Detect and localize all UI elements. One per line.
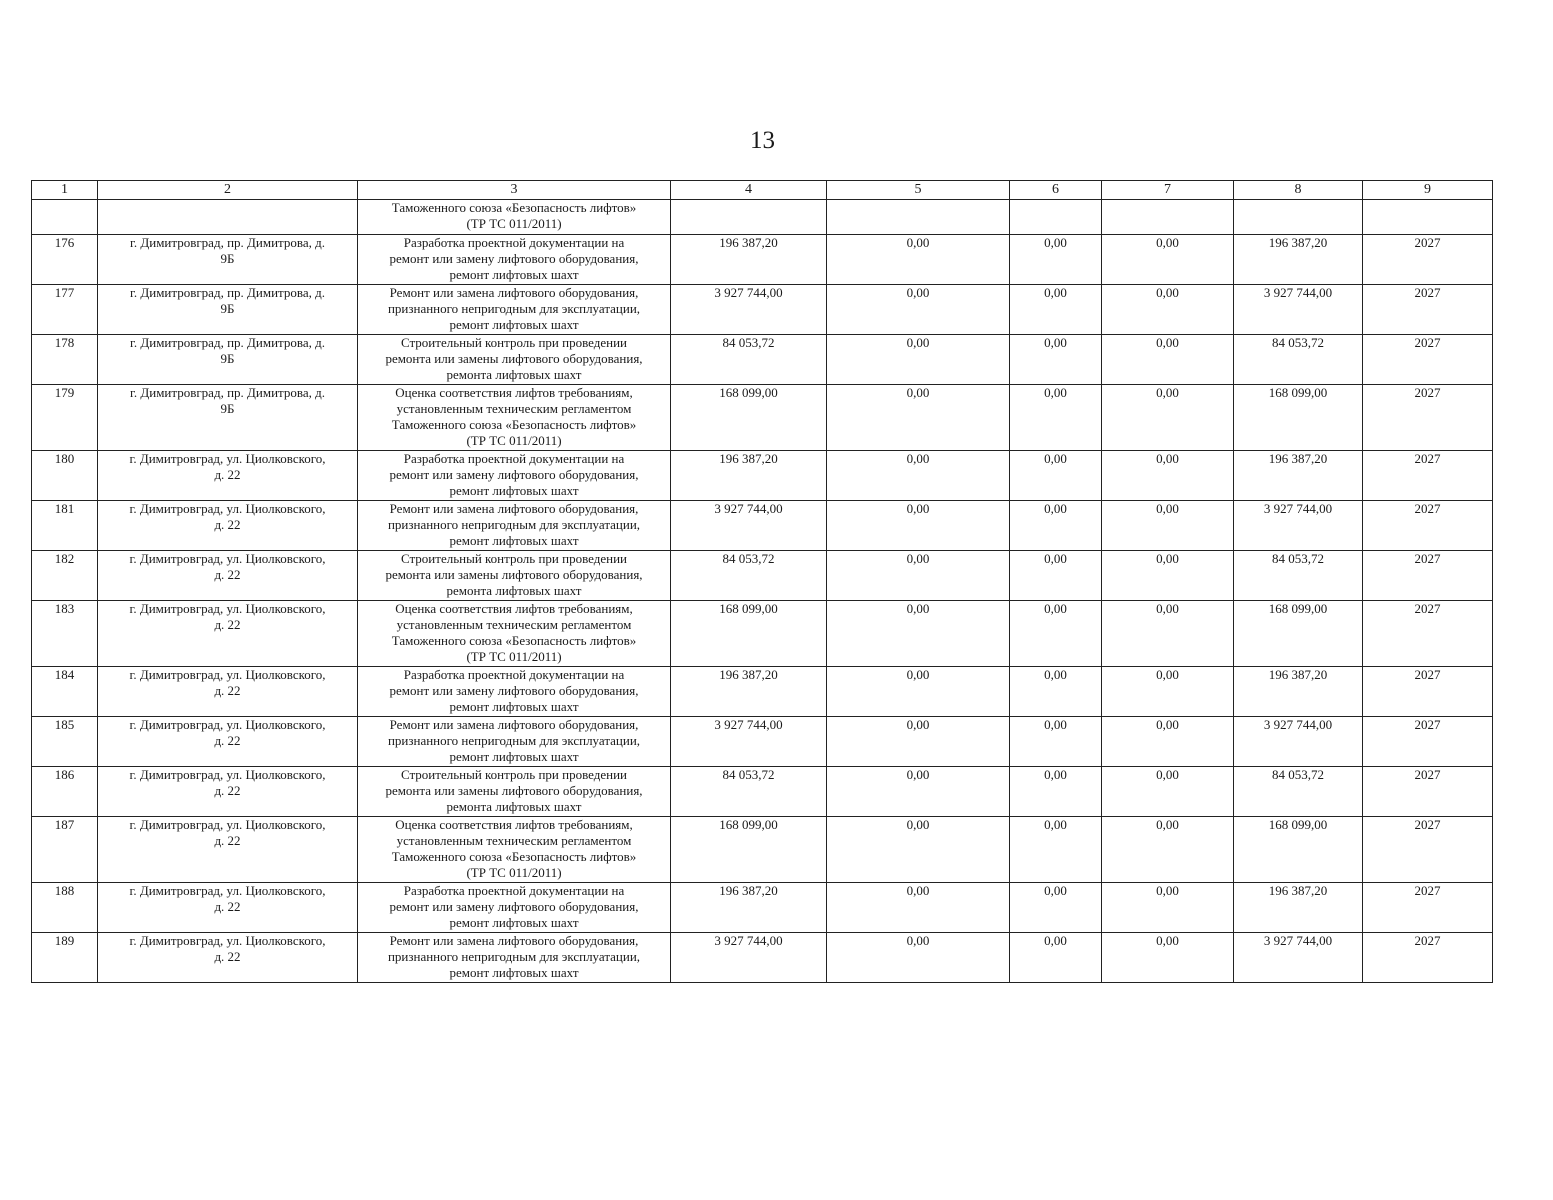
cell-col6: 0,00 xyxy=(1010,385,1102,451)
cell-col6: 0,00 xyxy=(1010,501,1102,551)
cell-work xyxy=(358,385,671,451)
cell-col7: 0,00 xyxy=(1102,385,1234,451)
cell-work xyxy=(358,551,671,601)
cell-work-line: (ТР ТС 011/2011) xyxy=(466,216,562,231)
page-number: 13 xyxy=(750,127,775,154)
cell-work-line: Ремонт или замена лифтового оборудования, xyxy=(389,285,639,300)
cell-address xyxy=(98,551,358,601)
cell-col8: 168 099,00 xyxy=(1234,817,1363,883)
cell-work-line: ремонта лифтовых шахт xyxy=(446,583,582,598)
cell-col5: 0,00 xyxy=(827,385,1010,451)
column-header: 8 xyxy=(1234,181,1363,200)
cell-col6: 0,00 xyxy=(1010,817,1102,883)
cell-col9: 2027 xyxy=(1363,767,1493,817)
cell-col7: 0,00 xyxy=(1102,883,1234,933)
cell-col4: 196 387,20 xyxy=(671,235,827,285)
cell-address-line: г. Димитровград, ул. Циолковского, xyxy=(129,451,326,466)
table-row xyxy=(32,767,1493,817)
cell-col7: 0,00 xyxy=(1102,451,1234,501)
column-header: 5 xyxy=(827,181,1010,200)
cell-col4: 168 099,00 xyxy=(671,385,827,451)
cell-col8: 84 053,72 xyxy=(1234,335,1363,385)
cell-work xyxy=(358,235,671,285)
cell-col9: 2027 xyxy=(1363,551,1493,601)
cell-work xyxy=(358,285,671,335)
cell-address-line: 9Б xyxy=(220,401,235,416)
cell-num: 182 xyxy=(32,551,98,601)
cell-address-line: г. Димитровград, пр. Димитрова, д. xyxy=(130,385,325,400)
cell-work-line: ремонт лифтовых шахт xyxy=(449,699,579,714)
cell-work-line: ремонт или замену лифтового оборудования, xyxy=(389,467,639,482)
cell-num: 184 xyxy=(32,667,98,717)
cell-work-line: Строительный контроль при проведении xyxy=(400,767,628,782)
cell-work-line: ремонт лифтовых шахт xyxy=(449,749,579,764)
cell-work-line: ремонта лифтовых шахт xyxy=(446,799,582,814)
cell-work-line: ремонт лифтовых шахт xyxy=(449,965,579,980)
cell-address xyxy=(98,767,358,817)
cell-col4: 168 099,00 xyxy=(671,817,827,883)
cell-col4: 84 053,72 xyxy=(671,335,827,385)
cell-work-line: ремонт лифтовых шахт xyxy=(449,317,579,332)
column-header: 4 xyxy=(671,181,827,200)
cell-col8: 196 387,20 xyxy=(1234,235,1363,285)
cell-col8: 196 387,20 xyxy=(1234,667,1363,717)
cell-col6: 0,00 xyxy=(1010,451,1102,501)
cell-address xyxy=(98,667,358,717)
cell-address-line: г. Димитровград, пр. Димитрова, д. xyxy=(130,235,325,250)
table-row xyxy=(32,817,1493,883)
cell-col6: 0,00 xyxy=(1010,285,1102,335)
cell-col7: 0,00 xyxy=(1102,501,1234,551)
table-header xyxy=(32,181,1493,200)
cell-address-line: 9Б xyxy=(220,251,235,266)
cell-address-line: д. 22 xyxy=(214,467,241,482)
cell-col6: 0,00 xyxy=(1010,601,1102,667)
cell-num: 187 xyxy=(32,817,98,883)
cell-work xyxy=(358,667,671,717)
cell-work-line: Оценка соответствия лифтов требованиям, xyxy=(395,817,633,832)
cell-col4: 196 387,20 xyxy=(671,451,827,501)
cell-col7: 0,00 xyxy=(1102,601,1234,667)
cell-num: 188 xyxy=(32,883,98,933)
cell-address-line: г. Димитровград, ул. Циолковского, xyxy=(129,817,326,832)
cell-col8: 84 053,72 xyxy=(1234,767,1363,817)
cell-work xyxy=(358,767,671,817)
cell-col5: 0,00 xyxy=(827,551,1010,601)
column-header: 1 xyxy=(32,181,98,200)
cell-work-line: признанного непригодным для эксплуатации, xyxy=(387,301,641,316)
cell-work-line: Оценка соответствия лифтов требованиям, xyxy=(395,601,633,616)
table-row xyxy=(32,717,1493,767)
cell-work-line: установленным техническим регламентом xyxy=(396,401,632,416)
cell-work-line: (ТР ТС 011/2011) xyxy=(466,865,562,880)
cell-col5: 0,00 xyxy=(827,335,1010,385)
column-header: 9 xyxy=(1363,181,1493,200)
cell-col8: 168 099,00 xyxy=(1234,385,1363,451)
cell-work-line: признанного непригодным для эксплуатации, xyxy=(387,517,641,532)
cell-address-line: г. Димитровград, ул. Циолковского, xyxy=(129,501,326,516)
cell-col9: 2027 xyxy=(1363,667,1493,717)
cell-col6: 0,00 xyxy=(1010,667,1102,717)
cell-col8 xyxy=(1234,200,1363,235)
cell-address xyxy=(98,335,358,385)
cell-address xyxy=(98,817,358,883)
cell-col5: 0,00 xyxy=(827,501,1010,551)
cell-col4 xyxy=(671,200,827,235)
cell-address xyxy=(98,285,358,335)
cell-work-line: Таможенного союза «Безопасность лифтов» xyxy=(391,633,637,648)
cell-col9 xyxy=(1363,200,1493,235)
cell-num: 178 xyxy=(32,335,98,385)
cell-address-line: г. Димитровград, пр. Димитрова, д. xyxy=(130,285,325,300)
cell-address-line: г. Димитровград, ул. Циолковского, xyxy=(129,717,326,732)
cell-col6: 0,00 xyxy=(1010,717,1102,767)
cell-col5: 0,00 xyxy=(827,235,1010,285)
cell-address-line: д. 22 xyxy=(214,833,241,848)
cell-work xyxy=(358,601,671,667)
cell-col9: 2027 xyxy=(1363,933,1493,983)
cell-address-line: г. Димитровград, ул. Циолковского, xyxy=(129,883,326,898)
cell-address-line: д. 22 xyxy=(214,783,241,798)
cell-work xyxy=(358,200,671,235)
cell-col4: 3 927 744,00 xyxy=(671,501,827,551)
cell-address-line: 9Б xyxy=(220,351,235,366)
cell-col8: 3 927 744,00 xyxy=(1234,717,1363,767)
cell-col7: 0,00 xyxy=(1102,667,1234,717)
cell-address-line: д. 22 xyxy=(214,567,241,582)
cell-address-line: 9Б xyxy=(220,301,235,316)
cell-num: 189 xyxy=(32,933,98,983)
cell-address-line: д. 22 xyxy=(214,899,241,914)
cell-address-line: г. Димитровград, ул. Циолковского, xyxy=(129,933,326,948)
cell-col5: 0,00 xyxy=(827,285,1010,335)
cell-work-line: Таможенного союза «Безопасность лифтов» xyxy=(391,849,637,864)
cell-address-line: г. Димитровград, ул. Циолковского, xyxy=(129,767,326,782)
cell-work-line: Разработка проектной документации на xyxy=(403,883,625,898)
table-row xyxy=(32,385,1493,451)
cell-work-line: Строительный контроль при проведении xyxy=(400,551,628,566)
cell-col4: 84 053,72 xyxy=(671,767,827,817)
cell-col9: 2027 xyxy=(1363,883,1493,933)
cell-work-line: Ремонт или замена лифтового оборудования, xyxy=(389,501,639,516)
cell-col6: 0,00 xyxy=(1010,883,1102,933)
cell-address-line: д. 22 xyxy=(214,617,241,632)
cell-work-line: признанного непригодным для эксплуатации, xyxy=(387,733,641,748)
cell-address-line: д. 22 xyxy=(214,517,241,532)
cell-col9: 2027 xyxy=(1363,601,1493,667)
cell-address xyxy=(98,717,358,767)
cell-work-line: Таможенного союза «Безопасность лифтов» xyxy=(391,200,637,215)
cell-col8: 196 387,20 xyxy=(1234,451,1363,501)
cell-col5: 0,00 xyxy=(827,817,1010,883)
cell-col9: 2027 xyxy=(1363,817,1493,883)
cell-col4: 196 387,20 xyxy=(671,667,827,717)
cell-address-line: г. Димитровград, пр. Димитрова, д. xyxy=(130,335,325,350)
cell-address-line: г. Димитровград, ул. Циолковского, xyxy=(129,551,326,566)
cell-col7 xyxy=(1102,200,1234,235)
cell-work xyxy=(358,933,671,983)
cell-work-line: ремонт или замену лифтового оборудования, xyxy=(389,683,639,698)
table-row xyxy=(32,335,1493,385)
cell-work-line: установленным техническим регламентом xyxy=(396,833,632,848)
cell-work xyxy=(358,883,671,933)
cell-col7: 0,00 xyxy=(1102,933,1234,983)
cell-col6: 0,00 xyxy=(1010,335,1102,385)
cell-col6 xyxy=(1010,200,1102,235)
cell-col5 xyxy=(827,200,1010,235)
header-row xyxy=(32,181,1493,200)
cell-col7: 0,00 xyxy=(1102,551,1234,601)
cell-num: 176 xyxy=(32,235,98,285)
cell-work-line: Ремонт или замена лифтового оборудования, xyxy=(389,933,639,948)
cell-col8: 196 387,20 xyxy=(1234,883,1363,933)
cell-col8: 3 927 744,00 xyxy=(1234,285,1363,335)
cell-num: 179 xyxy=(32,385,98,451)
cell-col8: 3 927 744,00 xyxy=(1234,933,1363,983)
cell-col6: 0,00 xyxy=(1010,551,1102,601)
cell-work-line: ремонта или замены лифтового оборудования, xyxy=(385,567,643,582)
cell-num: 181 xyxy=(32,501,98,551)
cell-col4: 3 927 744,00 xyxy=(671,717,827,767)
cell-col7: 0,00 xyxy=(1102,717,1234,767)
cell-col6: 0,00 xyxy=(1010,235,1102,285)
cell-address-line: г. Димитровград, ул. Циолковского, xyxy=(129,601,326,616)
column-header: 2 xyxy=(98,181,358,200)
cell-work-line: ремонта или замены лифтового оборудования, xyxy=(385,351,643,366)
cell-num xyxy=(32,200,98,235)
cell-col9: 2027 xyxy=(1363,335,1493,385)
cell-work-line: признанного непригодным для эксплуатации, xyxy=(387,949,641,964)
cell-address xyxy=(98,235,358,285)
cell-col9: 2027 xyxy=(1363,285,1493,335)
cell-col9: 2027 xyxy=(1363,501,1493,551)
cell-work-line: Разработка проектной документации на xyxy=(403,451,625,466)
table-row-continuation xyxy=(32,200,1493,235)
cell-col7: 0,00 xyxy=(1102,335,1234,385)
cell-num: 185 xyxy=(32,717,98,767)
cell-col5: 0,00 xyxy=(827,451,1010,501)
cell-num: 186 xyxy=(32,767,98,817)
cell-work-line: ремонт лифтовых шахт xyxy=(449,483,579,498)
cell-address xyxy=(98,883,358,933)
cell-col5: 0,00 xyxy=(827,883,1010,933)
cell-work-line: ремонта или замены лифтового оборудования, xyxy=(385,783,643,798)
cell-col7: 0,00 xyxy=(1102,285,1234,335)
column-header: 7 xyxy=(1102,181,1234,200)
cell-col4: 168 099,00 xyxy=(671,601,827,667)
cell-col4: 84 053,72 xyxy=(671,551,827,601)
cell-num: 183 xyxy=(32,601,98,667)
cell-col6: 0,00 xyxy=(1010,933,1102,983)
table-row xyxy=(32,551,1493,601)
table-body xyxy=(32,200,1493,983)
cell-num: 180 xyxy=(32,451,98,501)
cell-col5: 0,00 xyxy=(827,717,1010,767)
cell-address xyxy=(98,601,358,667)
cell-work-line: ремонт лифтовых шахт xyxy=(449,267,579,282)
cell-work-line: Разработка проектной документации на xyxy=(403,667,625,682)
table-row xyxy=(32,235,1493,285)
cell-work-line: ремонт лифтовых шахт xyxy=(449,533,579,548)
column-header: 3 xyxy=(358,181,671,200)
cell-work xyxy=(358,717,671,767)
cell-work-line: Оценка соответствия лифтов требованиям, xyxy=(395,385,633,400)
cell-col5: 0,00 xyxy=(827,601,1010,667)
cell-col8: 84 053,72 xyxy=(1234,551,1363,601)
table-row xyxy=(32,883,1493,933)
cell-col5: 0,00 xyxy=(827,933,1010,983)
cell-col4: 3 927 744,00 xyxy=(671,285,827,335)
cell-col9: 2027 xyxy=(1363,451,1493,501)
cell-address xyxy=(98,385,358,451)
cell-col5: 0,00 xyxy=(827,667,1010,717)
cell-work-line: (ТР ТС 011/2011) xyxy=(466,649,562,664)
cell-col9: 2027 xyxy=(1363,717,1493,767)
cell-work-line: установленным техническим регламентом xyxy=(396,617,632,632)
cell-address-line: д. 22 xyxy=(214,733,241,748)
cell-col5: 0,00 xyxy=(827,767,1010,817)
works-table xyxy=(31,180,1493,983)
cell-work-line: (ТР ТС 011/2011) xyxy=(466,433,562,448)
cell-address-line: д. 22 xyxy=(214,683,241,698)
cell-col8: 168 099,00 xyxy=(1234,601,1363,667)
cell-col4: 196 387,20 xyxy=(671,883,827,933)
column-header: 6 xyxy=(1010,181,1102,200)
cell-work xyxy=(358,451,671,501)
cell-col7: 0,00 xyxy=(1102,767,1234,817)
cell-address xyxy=(98,200,358,235)
table-row xyxy=(32,667,1493,717)
cell-work-line: ремонт лифтовых шахт xyxy=(449,915,579,930)
cell-col8: 3 927 744,00 xyxy=(1234,501,1363,551)
cell-col9: 2027 xyxy=(1363,385,1493,451)
cell-work-line: Разработка проектной документации на xyxy=(403,235,625,250)
cell-work-line: ремонта лифтовых шахт xyxy=(446,367,582,382)
cell-col4: 3 927 744,00 xyxy=(671,933,827,983)
cell-work-line: ремонт или замену лифтового оборудования, xyxy=(389,899,639,914)
cell-work xyxy=(358,335,671,385)
cell-work-line: Ремонт или замена лифтового оборудования, xyxy=(389,717,639,732)
table-row xyxy=(32,285,1493,335)
cell-col7: 0,00 xyxy=(1102,235,1234,285)
cell-address xyxy=(98,451,358,501)
cell-address-line: д. 22 xyxy=(214,949,241,964)
table-row xyxy=(32,451,1493,501)
cell-col6: 0,00 xyxy=(1010,767,1102,817)
table-row xyxy=(32,501,1493,551)
cell-work-line: ремонт или замену лифтового оборудования, xyxy=(389,251,639,266)
cell-work-line: Таможенного союза «Безопасность лифтов» xyxy=(391,417,637,432)
table-row xyxy=(32,601,1493,667)
cell-address-line: г. Димитровград, ул. Циолковского, xyxy=(129,667,326,682)
cell-col9: 2027 xyxy=(1363,235,1493,285)
cell-work xyxy=(358,817,671,883)
cell-address xyxy=(98,501,358,551)
cell-address xyxy=(98,933,358,983)
cell-work-line: Строительный контроль при проведении xyxy=(400,335,628,350)
cell-col7: 0,00 xyxy=(1102,817,1234,883)
cell-work xyxy=(358,501,671,551)
table-row xyxy=(32,933,1493,983)
cell-num: 177 xyxy=(32,285,98,335)
